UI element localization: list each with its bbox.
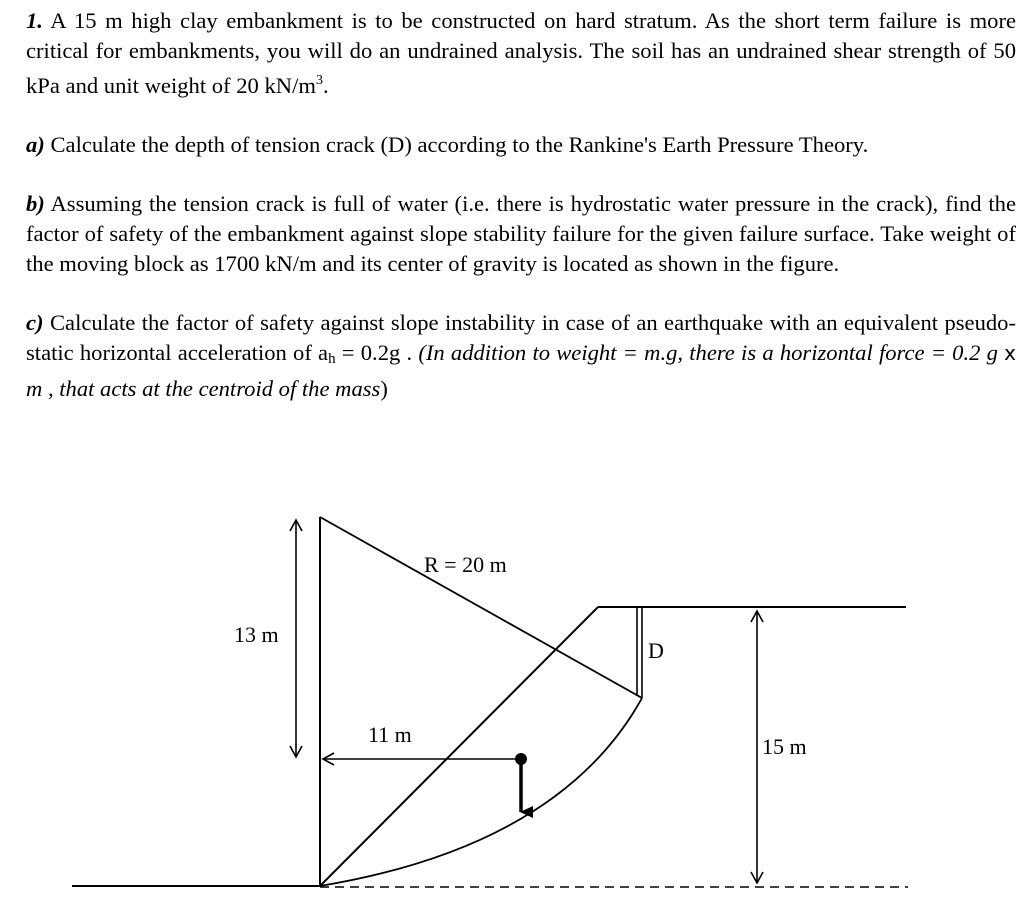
part-b-text: Assuming the tension crack is full of water (i.e. there is hydrostatic water pressure in the crack), find the factor of safety of the embankment against slope stability failure for the given failure surface. Take weight of the moving block as 1700 kN/m and its center of gravity is located as shown in the figure. xyxy=(26,191,1016,276)
intro-superscript: 3 xyxy=(315,73,323,88)
part-c-close-paren: ) xyxy=(380,376,388,401)
center-of-gravity-dot xyxy=(515,753,527,765)
part-c-italic-1: (In addition to weight = m.g, there is a horizontal force = 0.2 g xyxy=(418,340,1005,365)
part-b-label: b) xyxy=(26,191,45,216)
multiply-symbol: x xyxy=(1004,341,1016,365)
part-a-text: Calculate the depth of tension crack (D) according to the Rankine's Earth Pressure Theory. xyxy=(50,132,869,157)
part-c-subscript: h xyxy=(328,351,336,367)
part-c-text-1: Calculate the factor of safety against slope instability in case of an earthquake with an equivalent pseudo-static horizontal acceleration of a xyxy=(26,310,1016,365)
part-c-label: c) xyxy=(26,310,44,335)
part-c-italic-2: m , that acts at the centroid of the mass xyxy=(26,376,381,401)
radius-line xyxy=(320,517,642,698)
intro-end: . xyxy=(322,73,329,98)
distance-11m-label: 11 m xyxy=(368,722,412,747)
radius-label: R = 20 m xyxy=(424,552,507,577)
height-13m-label: 13 m xyxy=(234,622,279,647)
intro-text: A 15 m high clay embankment is to be constructed on hard stratum. As the short term failure is more critical for embankments, you will do an undrained analysis. The soil has an undrained shear strength of 50 kPa and unit weight of 20 kN/m xyxy=(26,8,1016,98)
part-c-text-2: = 0.2g . xyxy=(335,340,419,365)
height-15m-label: 15 m xyxy=(762,734,807,759)
crack-depth-label: D xyxy=(648,638,664,663)
part-a-label: a) xyxy=(26,132,45,157)
problem-number: 1. xyxy=(26,8,43,33)
